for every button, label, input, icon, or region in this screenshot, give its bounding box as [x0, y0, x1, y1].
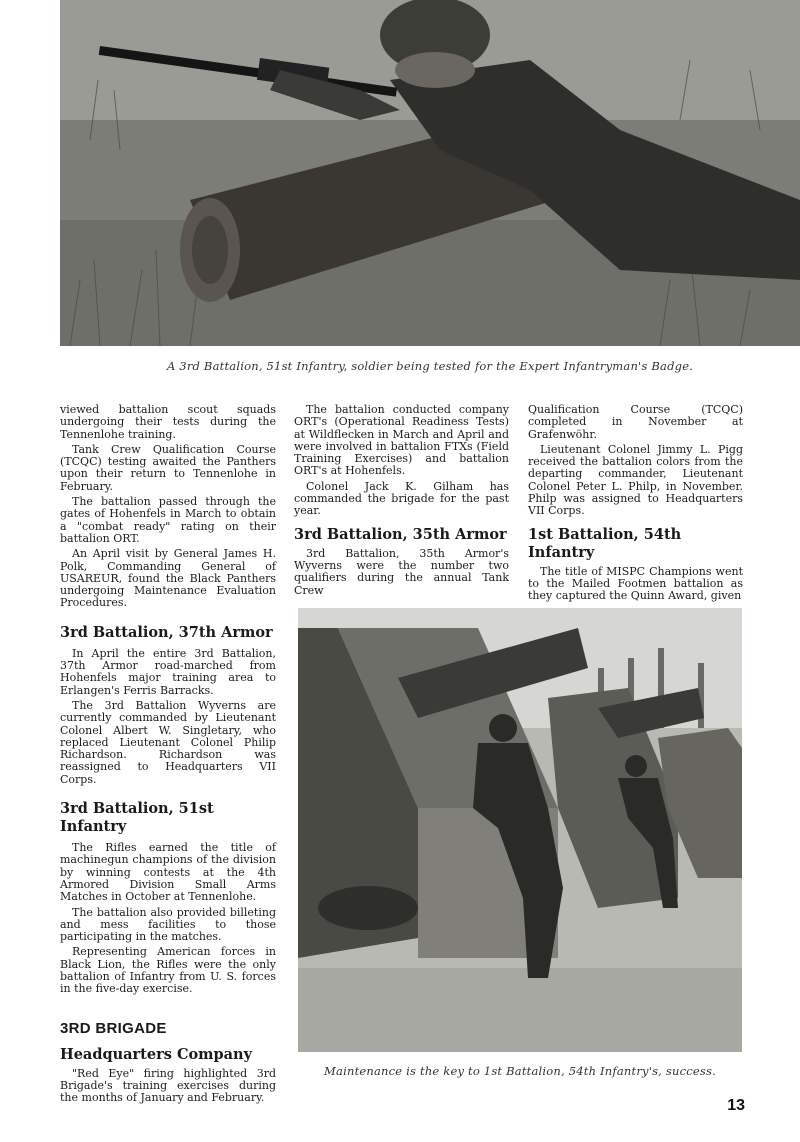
paragraph: Qualification Course (TCQC) completed in November at Grafenwöhr. [528, 403, 743, 441]
section-heading: 3rd Battalion, 37th Armor [60, 623, 273, 641]
section-heading: Headquarters Company [60, 1045, 253, 1063]
paragraph: Lieutenant Colonel Jimmy L. Pigg received the battalion colors from the departing commander, Lieutenant Colonel Peter L. Philp, in November. Philp was assigned to Headquarters VII Corps. [528, 442, 743, 518]
paragraph: The 3rd Battalion Wyverns are currently commanded by Lieutenant Colonel Albert W. Singletary, who replaced Lieutenant Colonel Philip Richardson. Richardson was reassigned to Headquarters VII Corps. [60, 698, 276, 786]
paragraph: An April visit by General James H. Polk, Commanding General of USAREUR, found the Black Panthers undergoing Maintenance Evaluation Procedures. [60, 547, 276, 610]
vehicle-maintenance-photo [298, 608, 742, 1052]
paragraph: Tank Crew Qualification Course (TCQC) testing awaited the Panthers upon their return to Tennenlohe in February. [60, 442, 276, 493]
paragraph: Colonel Jack K. Gilham has commanded the brigade for the past year. [294, 479, 509, 518]
text-column-1 [60, 404, 276, 1107]
section-heading: 3rd Battalion, 35th Armor [294, 525, 507, 543]
paragraph: The Rifles earned the title of machinegun champions of the division by winning contests at the 4th Armored Division Small Arms Matches in October at Tennenlohe. [60, 841, 276, 904]
soldier-rifle-photo [60, 0, 800, 346]
page-number: 13 [727, 1097, 745, 1114]
bottom-photo-caption: Maintenance is the key to 1st Battalion, 54th Infantry's, success. [324, 1064, 716, 1078]
section-heading: 3rd Battalion, 51st Infantry [60, 800, 214, 836]
paragraph: Representing American forces in Black Lion, the Rifles were the only battalion of Infantry from U. S. forces in the five-day exercise. [60, 945, 276, 996]
text-column-3 [528, 404, 743, 606]
paragraph: The title of MISPC Champions went to the Mailed Footmen battalion as they captured the Quinn Award, given [528, 564, 743, 603]
paragraph: The battalion also provided billeting and mess facilities to those participating in the matches. [60, 905, 276, 944]
paragraph: "Red Eye" firing highlighted 3rd Brigade's training exercises during the months of January and February. [60, 1066, 276, 1105]
section-heading: 1st Battalion, 54th Infantry [528, 525, 682, 561]
paragraph: viewed battalion scout squads undergoing their tests during the Tennenlohe training. [60, 403, 276, 441]
paragraph: In April the entire 3rd Battalion, 37th Armor road-marched from Hohenfels major training area to Erlangen's Ferris Barracks. [60, 646, 276, 697]
paragraph: 3rd Battalion, 35th Armor's Wyverns were the number two qualifiers during the annual Tank Crew [294, 546, 509, 597]
brigade-heading: 3RD BRIGADE [60, 1019, 167, 1037]
paragraph: The battalion conducted company ORT's (Operational Readiness Tests) at Wildflecken in March and April and were involved in battalion FTXs (Field Training Exercises) and battalion ORT's at Hohenfels. [294, 403, 509, 478]
paragraph: The battalion passed through the gates of Hohenfels in March to obtain a "combat ready" rating on their battalion ORT. [60, 495, 276, 545]
text-column-2 [294, 404, 509, 600]
top-photo-caption: A 3rd Battalion, 51st Infantry, soldier being tested for the Expert Infantryman's Badge. [166, 359, 694, 373]
